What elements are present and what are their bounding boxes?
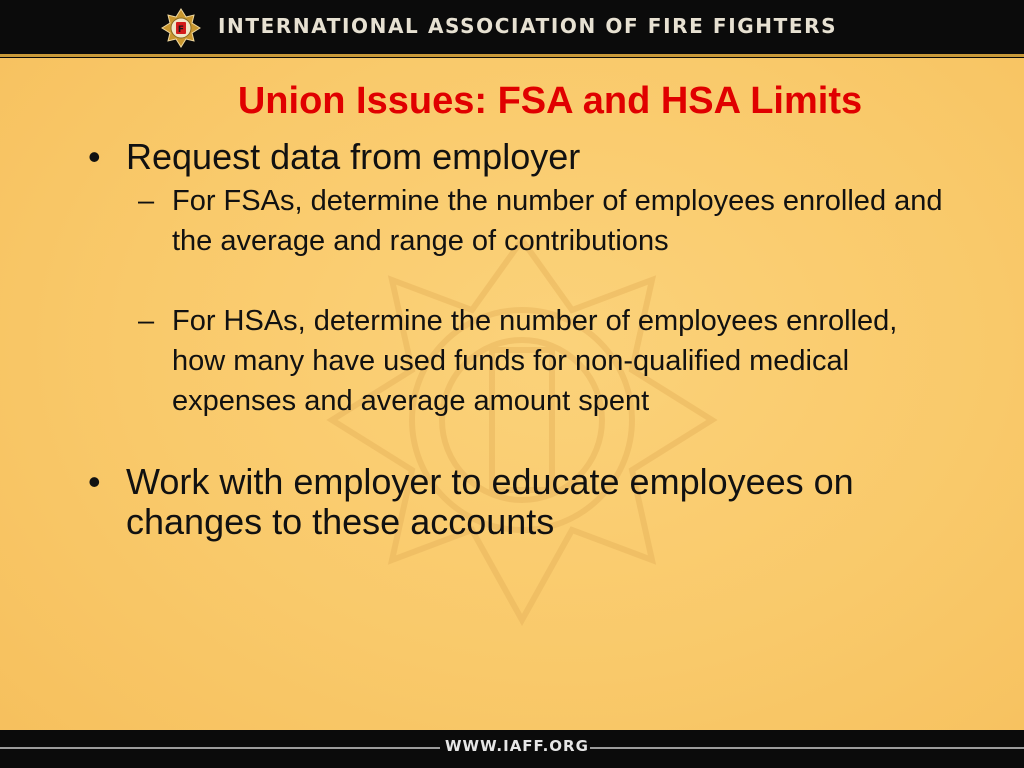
organization-name: INTERNATIONAL ASSOCIATION OF FIRE FIGHTERS — [218, 14, 838, 38]
sub-bullet-marker: – — [138, 185, 155, 217]
bullet-work-with-employer: Work with employer to educate employees on changes to these accounts — [126, 461, 854, 542]
footer-rule-right — [590, 747, 1024, 749]
bullet-marker: • — [88, 136, 101, 177]
footer-website-url[interactable]: WWW.IAFF.ORG — [445, 737, 589, 755]
bullet-request-data: Request data from employer — [126, 136, 581, 177]
sub-bullet-marker: – — [138, 305, 155, 337]
sub-bullet-hsa: For HSAs, determine the number of employees enrolled, how many have used funds for non-qualified medical expenses and average amount spent — [172, 305, 898, 417]
svg-text:F: F — [177, 25, 185, 35]
slide-title: Union Issues: FSA and HSA Limits — [237, 80, 863, 122]
sub-bullet-fsa: For FSAs, determine the number of employees enrolled and the average and range of contributions — [172, 185, 943, 257]
bullet-marker: • — [88, 461, 101, 502]
footer-rule-left — [0, 747, 440, 749]
